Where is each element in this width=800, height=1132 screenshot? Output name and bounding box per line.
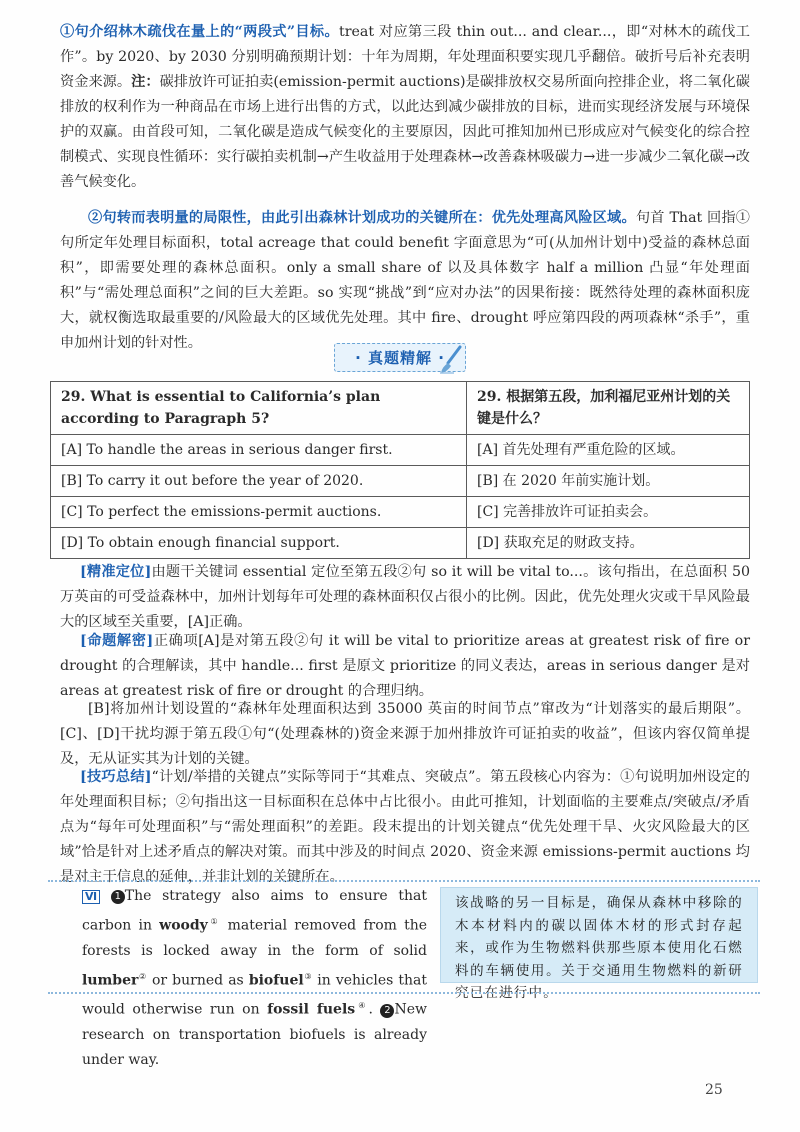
- option-d-en: [D] To obtain enough financial support.: [51, 528, 467, 559]
- table-row: [51, 382, 750, 435]
- sentence2-body: 句首 That 回指①句所定年处理目标面积，total acreage that could benefit 字面意思为“可(从加州计划中)受益的森林总面积”，即需要处理的森林总面积。only a small share of 以及具体数字 half a million 凸显“年处理面积”与“需处理总面积”之间的巨大差距。so 实现“挑战”到“应对办法”的因果衔接：既然待处理的森林面积庞大，就权衡选取最重要的/风险最大的区域优先处理。其中 fire、drought 呼应第四段的两项森林“杀手”，重申加州计划的针对性。: [60, 210, 750, 351]
- decode-tag: [命题解密]: [80, 633, 154, 649]
- table-row: [51, 497, 750, 528]
- brush-icon: [438, 345, 464, 375]
- analysis-paragraph-2: [60, 206, 750, 356]
- note-label: 注：: [131, 74, 160, 90]
- vocab-lumber: lumber: [82, 972, 139, 989]
- skill-tag: [技巧总结]: [80, 769, 152, 785]
- passage-text: Ⅵ 1 The strategy also aims to ensure that carbon in woody① material removed from the forests is locked away in the form of solid lumber② or burned as biofuel③ in vehicles that would otherwise run on fossil fuels④. 2 New research on transportation biofuels is already under way.: [82, 888, 428, 1068]
- vocab-fossil-fuels: fossil fuels: [267, 1001, 356, 1018]
- option-c-en: [C] To perfect the emissions-permit auctions.: [51, 497, 467, 528]
- top-dotted-divider: [48, 880, 760, 882]
- question-table: [50, 381, 750, 559]
- sentence-number-1: 1: [111, 890, 125, 904]
- locate-tag: [精准定位]: [80, 564, 152, 580]
- decode-text-1: 正确项[A]是对第五段②句 it will be vital to prioritize areas at greatest risk of fire or drought 的合理解读，其中 handle... first 是原文 prioritize 的同义表达，areas in serious danger 是对 areas at greatest risk of fire or drought 的合理归纳。: [60, 633, 750, 699]
- decode-paragraph-2: [60, 697, 750, 772]
- skill-paragraph: [60, 765, 750, 890]
- translation-text: 该战略的另一目标是，确保从森林中移除的木本材料内的碳以固体木材的形式封存起来，或作为生物燃料供那些原本使用化石燃料的车辆使用。关于交通用生物燃料的新研究已在进行中。: [455, 895, 743, 1001]
- analysis-paragraph-1: [60, 20, 750, 195]
- question-stem-en: 29. What is essential to California’s plan according to Paragraph 5?: [51, 382, 467, 435]
- sentence-number-2: 2: [380, 1004, 394, 1018]
- decode-text-2: [B]将加州计划设置的“森林年处理面积达到 35000 英亩的时间节点”窜改为“计划落实的最后期限”。[C]、[D]干扰均源于第五段①句“(处理森林的)资金来源于加州排放许可证拍卖的收益”，但该内容仅简单提及，无从证实其为计划的关键。: [60, 701, 750, 767]
- sentence1-lead: ①句介绍林木疏伐在量上的“两段式”目标。: [60, 24, 340, 40]
- paragraph-mark: Ⅵ: [82, 890, 100, 904]
- section-title-wrap: [0, 343, 800, 377]
- question-stem-cn: 29. 根据第五段，加利福尼亚州计划的关键是什么？: [467, 382, 750, 435]
- bottom-dotted-divider: [48, 992, 760, 994]
- sentence1-note: 碳排放许可证拍卖(emission-permit auctions)是碳排放权交易所面向控排企业，将二氧化碳排放的权利作为一种商品在市场上进行出售的方式，以此达到减少碳排放的目标，进而实现经济发展与环境保护的双赢。由首段可知，二氧化碳是造成气候变化的主要原因，因此可推知加州已形成应对气候变化的综合控制模式、实现良性循环：实行碳拍卖机制→产生收益用于处理森林→改善森林吸碳力→进一步减少二氧化碳→改善气候变化。: [60, 74, 750, 190]
- decode-paragraph: [60, 629, 750, 704]
- option-c-cn: [C] 完善排放许可证拍卖会。: [467, 497, 750, 528]
- locate-paragraph: [60, 560, 750, 635]
- option-b-en: [B] To carry it out before the year of 2020.: [51, 466, 467, 497]
- table-row: [51, 466, 750, 497]
- locate-text: 由题干关键词 essential 定位至第五段②句 so it will be vital to...。该句指出，在总面积 50 万英亩的可受益森林中，加州计划每年可处理的森林面积仅占很小的比例。因此，优先处理火灾或干旱风险最大的区域至关重要，[A]正确。: [60, 564, 750, 630]
- skill-text: “计划/举措的关键点”实际等同于“其难点、突破点”。第五段核心内容为：①句说明加州设定的年处理面积目标；②句指出这一目标面积在总体中占比很小。由此可推知，计划面临的主要难点/突破点/矛盾点为“每年可处理面积”与“需处理面积”的差距。段末提出的计划关键点“优先处理干旱、火灾风险最大的区域”恰是针对上述矛盾点的解决对策。而其中涉及的时间点 2020、资金来源 emissions-permit auctions 均是对主干信息的延伸，并非计划的关键所在。: [60, 769, 750, 885]
- page-number: 25: [705, 1082, 723, 1098]
- table-row: [51, 528, 750, 559]
- sentence1-body: treat 对应第三段 thin out... and clear...，即“对林木的疏伐工作”。by 2020、by 2030 分别明确预期计划：十年为周期，年处理面积要实现几乎翻倍。破折号后补充表明资金来源。: [60, 24, 750, 90]
- table-row: [51, 435, 750, 466]
- vocab-woody: woody: [159, 917, 208, 934]
- option-d-cn: [D] 获取充足的财政支持。: [467, 528, 750, 559]
- section-title: · 真题精解 ·: [334, 343, 466, 372]
- vocab-biofuel: biofuel: [248, 972, 304, 989]
- option-a-cn: [A] 首先处理有严重危险的区域。: [467, 435, 750, 466]
- sentence2-lead: ②句转而表明量的局限性，由此引出森林计划成功的关键所在：优先处理高风险区域。: [88, 210, 636, 226]
- option-a-en: [A] To handle the areas in serious danger first.: [51, 435, 467, 466]
- option-b-cn: [B] 在 2020 年前实施计划。: [467, 466, 750, 497]
- translation-box: [440, 887, 758, 1001]
